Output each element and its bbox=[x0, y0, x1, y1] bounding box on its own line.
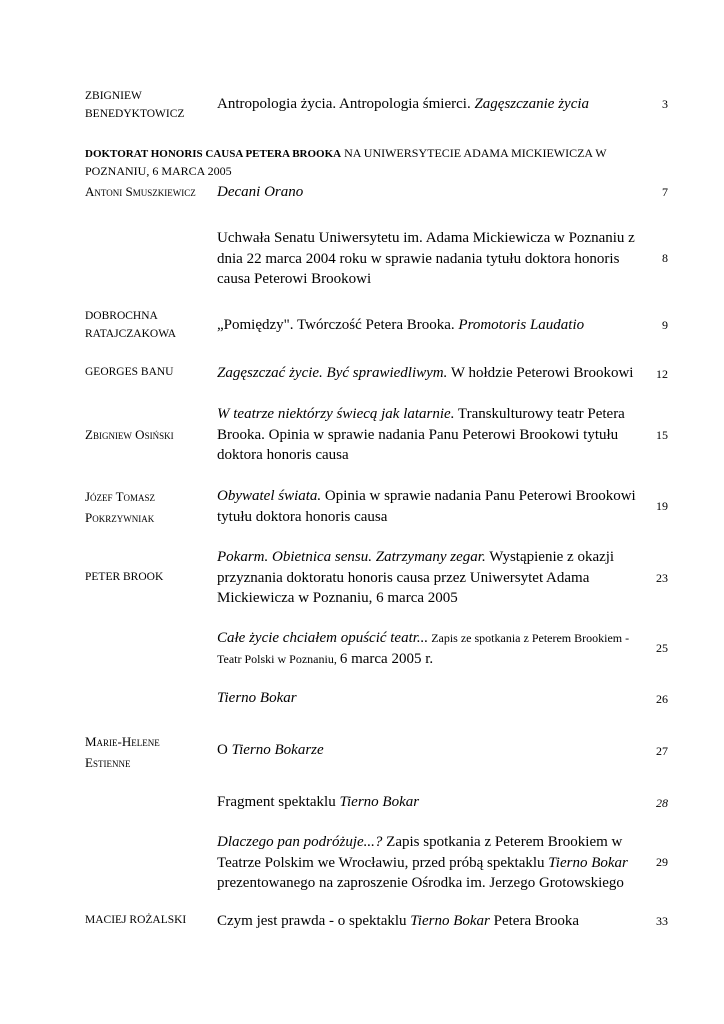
page-number: 33 bbox=[656, 914, 668, 928]
title-text: Transkulturowy teatr Petera Brooka. Opinia w sprawie nadania Panu Peterowi Brookowi tytułu doktora honoris causa bbox=[217, 406, 625, 463]
title-italic: Całe życie chciałem opuścić teatr... bbox=[217, 630, 429, 646]
page-number: 27 bbox=[656, 744, 668, 758]
title-italic: Promotoris Laudatio bbox=[458, 317, 585, 333]
author-line: BENEDYKTOWICZ bbox=[85, 108, 185, 120]
page-number: 26 bbox=[656, 692, 668, 706]
entry-title bbox=[217, 740, 645, 761]
author-name: Zbigniew Osiński bbox=[85, 427, 174, 442]
title-italic: Tierno Bokarze bbox=[231, 742, 324, 758]
title-italic: Dlaczego pan podróżuje...? bbox=[217, 834, 383, 850]
title-italic: Decani Orano bbox=[217, 184, 304, 200]
entry-title bbox=[217, 486, 645, 527]
author-name: PETER BROOK bbox=[85, 571, 164, 583]
entry-title bbox=[217, 792, 645, 813]
author-line: DOBROCHNA bbox=[85, 310, 158, 322]
title-italic: Zagęszczać życie. Być sprawiedliwym. bbox=[217, 365, 448, 381]
entry-title bbox=[217, 94, 645, 115]
title-text: Czym jest prawda - o spektaklu bbox=[217, 913, 411, 929]
title-text: Uchwała Senatu Uniwersytetu im. Adama Mickiewicza w Poznaniu z dnia 22 marca 2004 roku w sprawie nadania tytułu doktora honoris causa Peterowi Brookowi bbox=[217, 230, 635, 287]
title-text: Petera Brooka bbox=[489, 913, 580, 929]
page-number: 8 bbox=[662, 251, 668, 265]
entry-title bbox=[217, 911, 645, 932]
author-name: Antoni Smuszkiewicz bbox=[85, 184, 196, 199]
title-italic: Obywatel świata. bbox=[217, 488, 322, 504]
page-number: 23 bbox=[656, 571, 668, 585]
title-italic: Tierno Bokar bbox=[339, 794, 420, 810]
author-line: Pokrzywniak bbox=[85, 510, 155, 525]
title-italic: Tierno Bokar bbox=[548, 854, 628, 871]
page-number: 19 bbox=[656, 499, 668, 513]
author-name: GEORGES BANU bbox=[85, 366, 174, 378]
entry-title bbox=[217, 688, 645, 709]
author-name bbox=[85, 87, 213, 123]
author-line: RATAJCZAKOWA bbox=[85, 328, 177, 340]
title-text: Wystąpienie z okazji przyznania doktoratu honoris causa przez Uniwersytet Adama Mickiewicza w Poznaniu, 6 marca 2005 bbox=[217, 549, 615, 606]
title-italic: Pokarm. Obietnica sensu. Zatrzymany zegar. bbox=[217, 549, 486, 565]
entry-title bbox=[217, 547, 645, 609]
author-name bbox=[85, 307, 213, 343]
page-number: 12 bbox=[656, 367, 668, 381]
title-text: „Pomiędzy". Twórczość Petera Brooka. bbox=[217, 317, 459, 333]
entry-title bbox=[217, 228, 645, 290]
title-italic: Tierno Bokar bbox=[217, 690, 297, 706]
title-text: Zapis spotkania z Peterem Brookiem w Teatrze Polskim we Wrocławiu, przed próbą spektaklu bbox=[217, 834, 623, 871]
title-italic: Zagęszczanie życia bbox=[474, 96, 590, 112]
entry-title bbox=[217, 182, 645, 203]
author-line: Józef Tomasz bbox=[85, 489, 156, 504]
author-name: MACIEJ ROŻALSKI bbox=[85, 914, 187, 926]
section-heading-bold: DOKTORAT HONORIS CAUSA PETERA BROOKA bbox=[85, 148, 342, 160]
title-text: W hołdzie Peterowi Brookowi bbox=[447, 365, 634, 381]
page-number: 25 bbox=[656, 641, 668, 655]
title-text: Antropologia życia. Antropologia śmierci. bbox=[217, 96, 475, 112]
title-text: Fragment spektaklu bbox=[217, 794, 340, 810]
entry-title bbox=[217, 628, 649, 669]
entry-title bbox=[217, 363, 645, 384]
page-number: 28 bbox=[656, 796, 668, 810]
section-heading bbox=[85, 145, 625, 181]
page-number: 9 bbox=[662, 318, 668, 332]
page-number: 3 bbox=[662, 97, 668, 111]
author-name bbox=[85, 486, 213, 528]
title-text-small: Zapis ze spotkania z Peterem Brookiem - Teatr Polski w Poznaniu, bbox=[217, 631, 630, 666]
author-line: ZBIGNIEW bbox=[85, 90, 142, 102]
page-number: 29 bbox=[656, 855, 668, 869]
title-text: prezentowanego na zaproszenie Ośrodka im. Jerzego Grotowskiego bbox=[217, 875, 624, 891]
author-name bbox=[85, 731, 213, 773]
author-line: Marie-Helene bbox=[85, 734, 160, 749]
page-number: 15 bbox=[656, 428, 668, 442]
title-text: O bbox=[217, 742, 232, 758]
title-text: 6 marca 2005 r. bbox=[339, 650, 434, 667]
title-text: Opinia w sprawie nadania Panu Peterowi Brookowi tytułu doktora honoris causa bbox=[217, 488, 636, 525]
entry-title bbox=[217, 404, 645, 466]
section-heading-rest: NA UNIWERSYTECIE ADAMA MICKIEWICZA W POZNANIU, 6 MARCA 2005 bbox=[85, 146, 607, 178]
entry-title bbox=[217, 832, 645, 894]
title-italic: W teatrze niektórzy świecą jak latarnie. bbox=[217, 406, 455, 422]
entry-title bbox=[217, 315, 645, 336]
author-line: Estienne bbox=[85, 755, 131, 770]
title-italic: Tierno Bokar bbox=[410, 913, 490, 929]
page-number: 7 bbox=[662, 185, 668, 199]
